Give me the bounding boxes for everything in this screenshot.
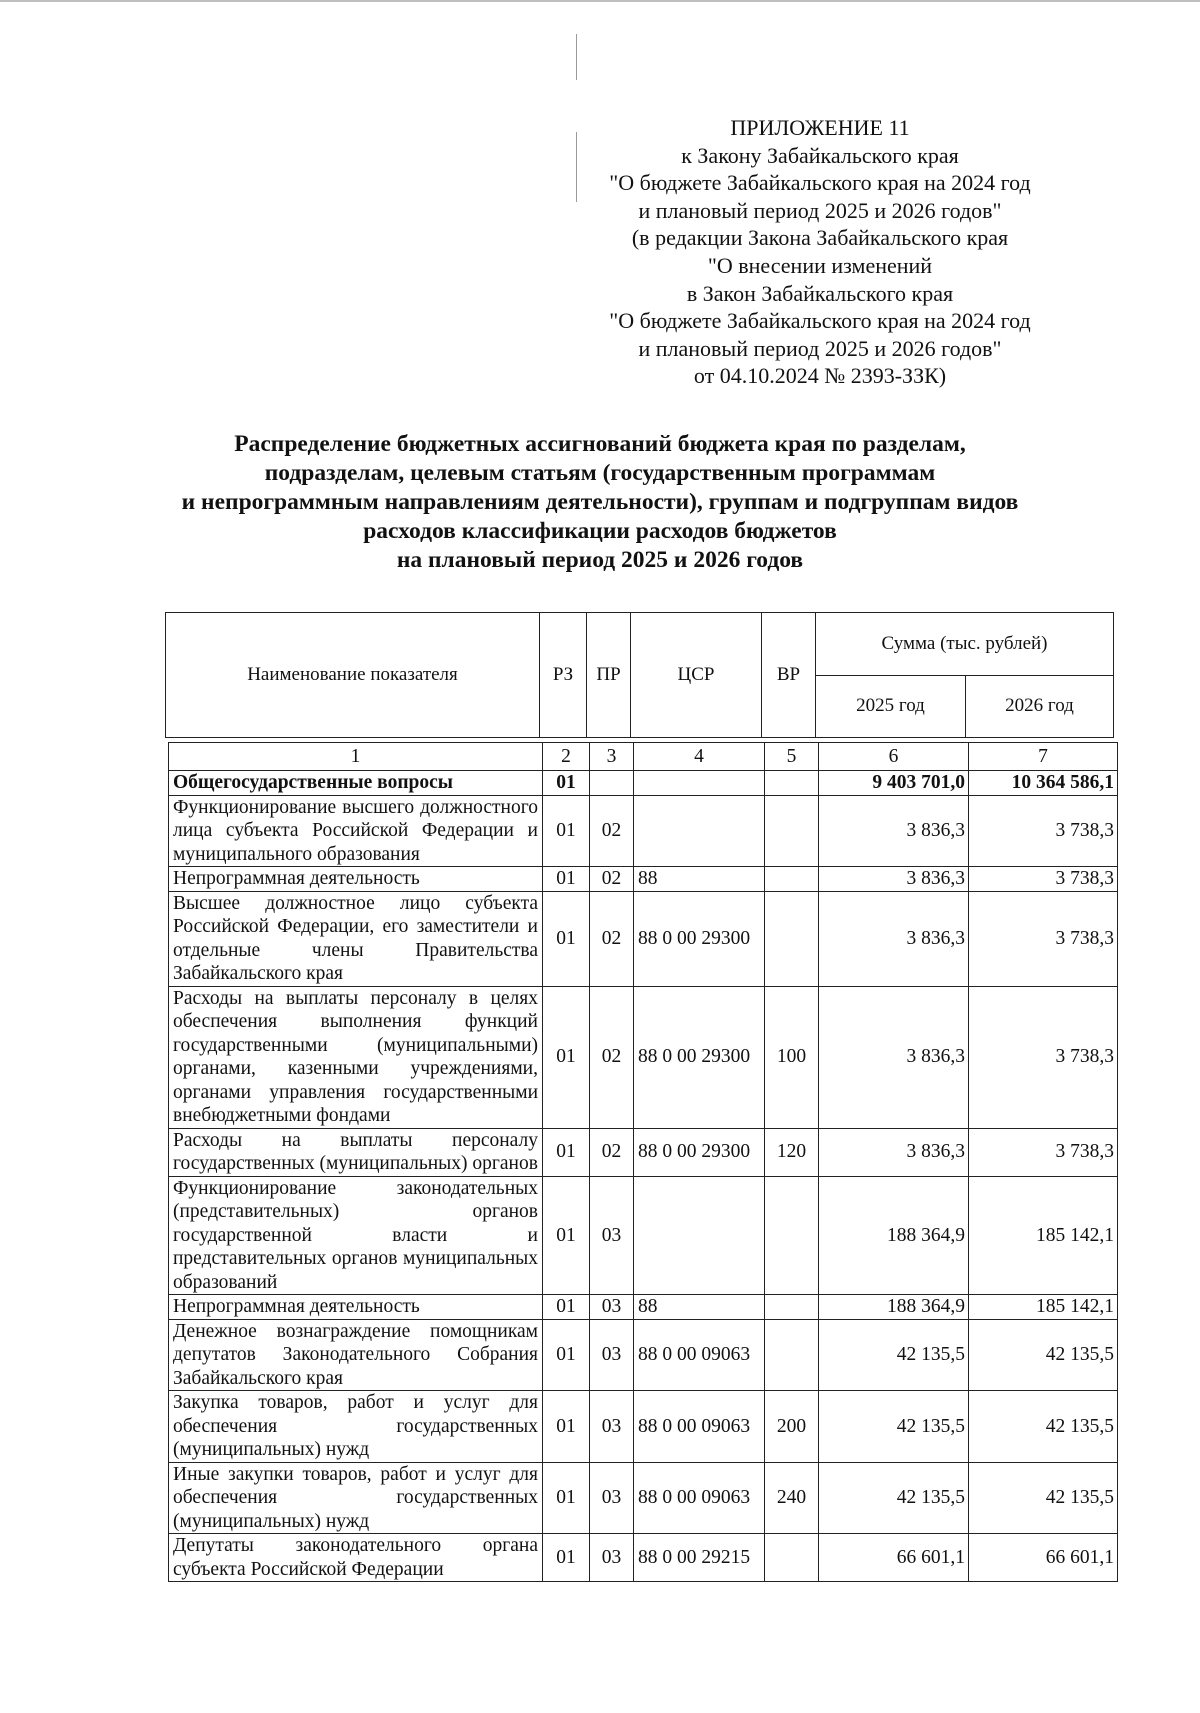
row-amount-2026: 42 135,5 — [969, 1462, 1118, 1534]
column-number: 5 — [765, 743, 819, 771]
row-name: Функционирование законодательных (представительных) органов государственной власти и представительных органов муниципальных образований — [169, 1176, 543, 1295]
row-csr — [634, 795, 765, 867]
row-amount-2026: 185 142,1 — [969, 1295, 1118, 1320]
row-pr: 03 — [590, 1462, 634, 1534]
row-pr: 03 — [590, 1295, 634, 1320]
header-csr: ЦСР — [631, 613, 762, 738]
row-amount-2025: 3 836,3 — [819, 795, 969, 867]
table-row — [169, 1128, 1118, 1176]
appendix-line: "О бюджете Забайкальского края на 2024 год — [609, 170, 1031, 196]
row-rz: 01 — [543, 1391, 590, 1463]
row-name: Высшее должностное лицо субъекта Российской Федерации, его заместители и отдельные члены Правительства Забайкальского края — [169, 891, 543, 986]
row-amount-2026: 10 364 586,1 — [969, 771, 1118, 796]
row-csr: 88 0 00 09063 — [634, 1462, 765, 1534]
budget-table — [168, 742, 1118, 1582]
table-row — [169, 1534, 1118, 1582]
table-row — [169, 1295, 1118, 1320]
title-line: Распределение бюджетных ассигнований бюджета края по разделам, — [234, 431, 966, 457]
table-row — [169, 771, 1118, 796]
column-number-row — [169, 743, 1118, 771]
row-pr: 02 — [590, 867, 634, 892]
column-number: 1 — [169, 743, 543, 771]
row-csr: 88 0 00 09063 — [634, 1319, 765, 1391]
title-line: и непрограммным направлениям деятельности), группам и подгруппам видов — [181, 489, 1019, 515]
row-pr: 02 — [590, 986, 634, 1128]
row-pr: 03 — [590, 1319, 634, 1391]
row-name: Общегосударственные вопросы — [169, 771, 543, 796]
row-amount-2025: 42 135,5 — [819, 1462, 969, 1534]
row-amount-2026: 42 135,5 — [969, 1319, 1118, 1391]
title-line: подразделам, целевым статьям (государственным программам — [264, 460, 936, 486]
scan-artifact-mark — [576, 34, 577, 80]
row-pr: 03 — [590, 1391, 634, 1463]
table-row — [169, 1391, 1118, 1463]
row-amount-2025: 3 836,3 — [819, 891, 969, 986]
appendix-line: "О бюджете Забайкальского края на 2024 год — [609, 308, 1031, 334]
table-row — [169, 891, 1118, 986]
row-amount-2025: 42 135,5 — [819, 1391, 969, 1463]
column-number: 6 — [819, 743, 969, 771]
appendix-line: в Закон Забайкальского края — [686, 280, 954, 306]
title-line: расходов классификации расходов бюджетов — [363, 518, 837, 544]
row-vr — [765, 1534, 819, 1582]
row-csr — [634, 1176, 765, 1295]
row-name: Непрограммная деятельность — [169, 867, 543, 892]
appendix-line: от 04.10.2024 № 2393-ЗЗК) — [693, 363, 947, 389]
column-number: 7 — [969, 743, 1118, 771]
row-rz: 01 — [543, 1534, 590, 1582]
table-row — [169, 795, 1118, 867]
table-row — [169, 1176, 1118, 1295]
row-rz: 01 — [543, 795, 590, 867]
table-row — [169, 1319, 1118, 1391]
column-number: 2 — [543, 743, 590, 771]
row-csr — [634, 771, 765, 796]
row-vr: 120 — [765, 1128, 819, 1176]
row-csr: 88 0 00 09063 — [634, 1391, 765, 1463]
appendix-line: ПРИЛОЖЕНИЕ 11 — [730, 115, 910, 140]
row-rz: 01 — [543, 771, 590, 796]
appendix-line: и плановый период 2025 и 2026 годов" — [638, 197, 1002, 223]
row-vr — [765, 1295, 819, 1320]
row-name: Функционирование высшего должностного лица субъекта Российской Федерации и муниципального образования — [169, 795, 543, 867]
header-rz: РЗ — [540, 613, 587, 738]
row-name: Депутаты законодательного органа субъекта Российской Федерации — [169, 1534, 543, 1582]
row-rz: 01 — [543, 1319, 590, 1391]
appendix-line: "О внесении изменений — [707, 252, 933, 278]
document-title — [140, 430, 1060, 575]
header-name: Наименование показателя — [166, 613, 540, 738]
row-pr: 03 — [590, 1176, 634, 1295]
header-pr: ПР — [587, 613, 631, 738]
row-vr: 240 — [765, 1462, 819, 1534]
row-vr — [765, 795, 819, 867]
row-rz: 01 — [543, 1462, 590, 1534]
row-csr: 88 — [634, 867, 765, 892]
row-name: Закупка товаров, работ и услуг для обеспечения государственных (муниципальных) нужд — [169, 1391, 543, 1463]
table-row — [169, 867, 1118, 892]
row-amount-2025: 188 364,9 — [819, 1295, 969, 1320]
row-amount-2025: 3 836,3 — [819, 986, 969, 1128]
appendix-block — [560, 114, 1080, 390]
row-csr: 88 0 00 29300 — [634, 891, 765, 986]
row-name: Денежное вознаграждение помощникам депутатов Законодательного Собрания Забайкальского края — [169, 1319, 543, 1391]
row-rz: 01 — [543, 1295, 590, 1320]
row-vr — [765, 891, 819, 986]
header-year-2025: 2025 год — [816, 675, 966, 738]
scan-edge-line — [0, 0, 1200, 2]
row-amount-2026: 42 135,5 — [969, 1391, 1118, 1463]
row-amount-2026: 3 738,3 — [969, 891, 1118, 986]
row-vr — [765, 1319, 819, 1391]
row-amount-2025: 3 836,3 — [819, 1128, 969, 1176]
appendix-line: (в редакции Закона Забайкальского края — [631, 225, 1009, 251]
row-csr: 88 0 00 29215 — [634, 1534, 765, 1582]
row-amount-2025: 3 836,3 — [819, 867, 969, 892]
row-amount-2026: 66 601,1 — [969, 1534, 1118, 1582]
table-row — [169, 986, 1118, 1128]
row-rz: 01 — [543, 867, 590, 892]
table-header — [165, 612, 1114, 738]
row-pr: 02 — [590, 1128, 634, 1176]
row-amount-2026: 3 738,3 — [969, 795, 1118, 867]
row-name: Расходы на выплаты персоналу в целях обеспечения выполнения функций государственными (муниципальными) органами, казенными учреждениями, органами управления государственными внебюджетными фондами — [169, 986, 543, 1128]
row-vr — [765, 771, 819, 796]
header-sum: Сумма (тыс. рублей) — [816, 613, 1114, 676]
row-rz: 01 — [543, 986, 590, 1128]
row-vr: 200 — [765, 1391, 819, 1463]
row-pr: 03 — [590, 1534, 634, 1582]
appendix-line: к Закону Забайкальского края — [681, 142, 959, 168]
row-csr: 88 0 00 29300 — [634, 1128, 765, 1176]
row-csr: 88 — [634, 1295, 765, 1320]
row-vr — [765, 1176, 819, 1295]
row-rz: 01 — [543, 891, 590, 986]
row-csr: 88 0 00 29300 — [634, 986, 765, 1128]
row-vr — [765, 867, 819, 892]
row-amount-2026: 3 738,3 — [969, 986, 1118, 1128]
row-amount-2025: 9 403 701,0 — [819, 771, 969, 796]
title-line: на плановый период 2025 и 2026 годов — [396, 547, 804, 573]
row-amount-2025: 42 135,5 — [819, 1319, 969, 1391]
row-name: Непрограммная деятельность — [169, 1295, 543, 1320]
row-amount-2026: 3 738,3 — [969, 867, 1118, 892]
column-number: 3 — [590, 743, 634, 771]
row-name: Расходы на выплаты персоналу государственных (муниципальных) органов — [169, 1128, 543, 1176]
column-number: 4 — [634, 743, 765, 771]
row-vr: 100 — [765, 986, 819, 1128]
row-rz: 01 — [543, 1128, 590, 1176]
table-row — [169, 1462, 1118, 1534]
row-amount-2026: 3 738,3 — [969, 1128, 1118, 1176]
row-name: Иные закупки товаров, работ и услуг для обеспечения государственных (муниципальных) нужд — [169, 1462, 543, 1534]
header-year-2026: 2026 год — [966, 675, 1114, 738]
row-amount-2025: 66 601,1 — [819, 1534, 969, 1582]
row-amount-2026: 185 142,1 — [969, 1176, 1118, 1295]
row-pr: 02 — [590, 795, 634, 867]
header-vr: ВР — [762, 613, 816, 738]
row-rz: 01 — [543, 1176, 590, 1295]
appendix-line: и плановый период 2025 и 2026 годов" — [638, 335, 1002, 361]
row-amount-2025: 188 364,9 — [819, 1176, 969, 1295]
row-pr — [590, 771, 634, 796]
row-pr: 02 — [590, 891, 634, 986]
